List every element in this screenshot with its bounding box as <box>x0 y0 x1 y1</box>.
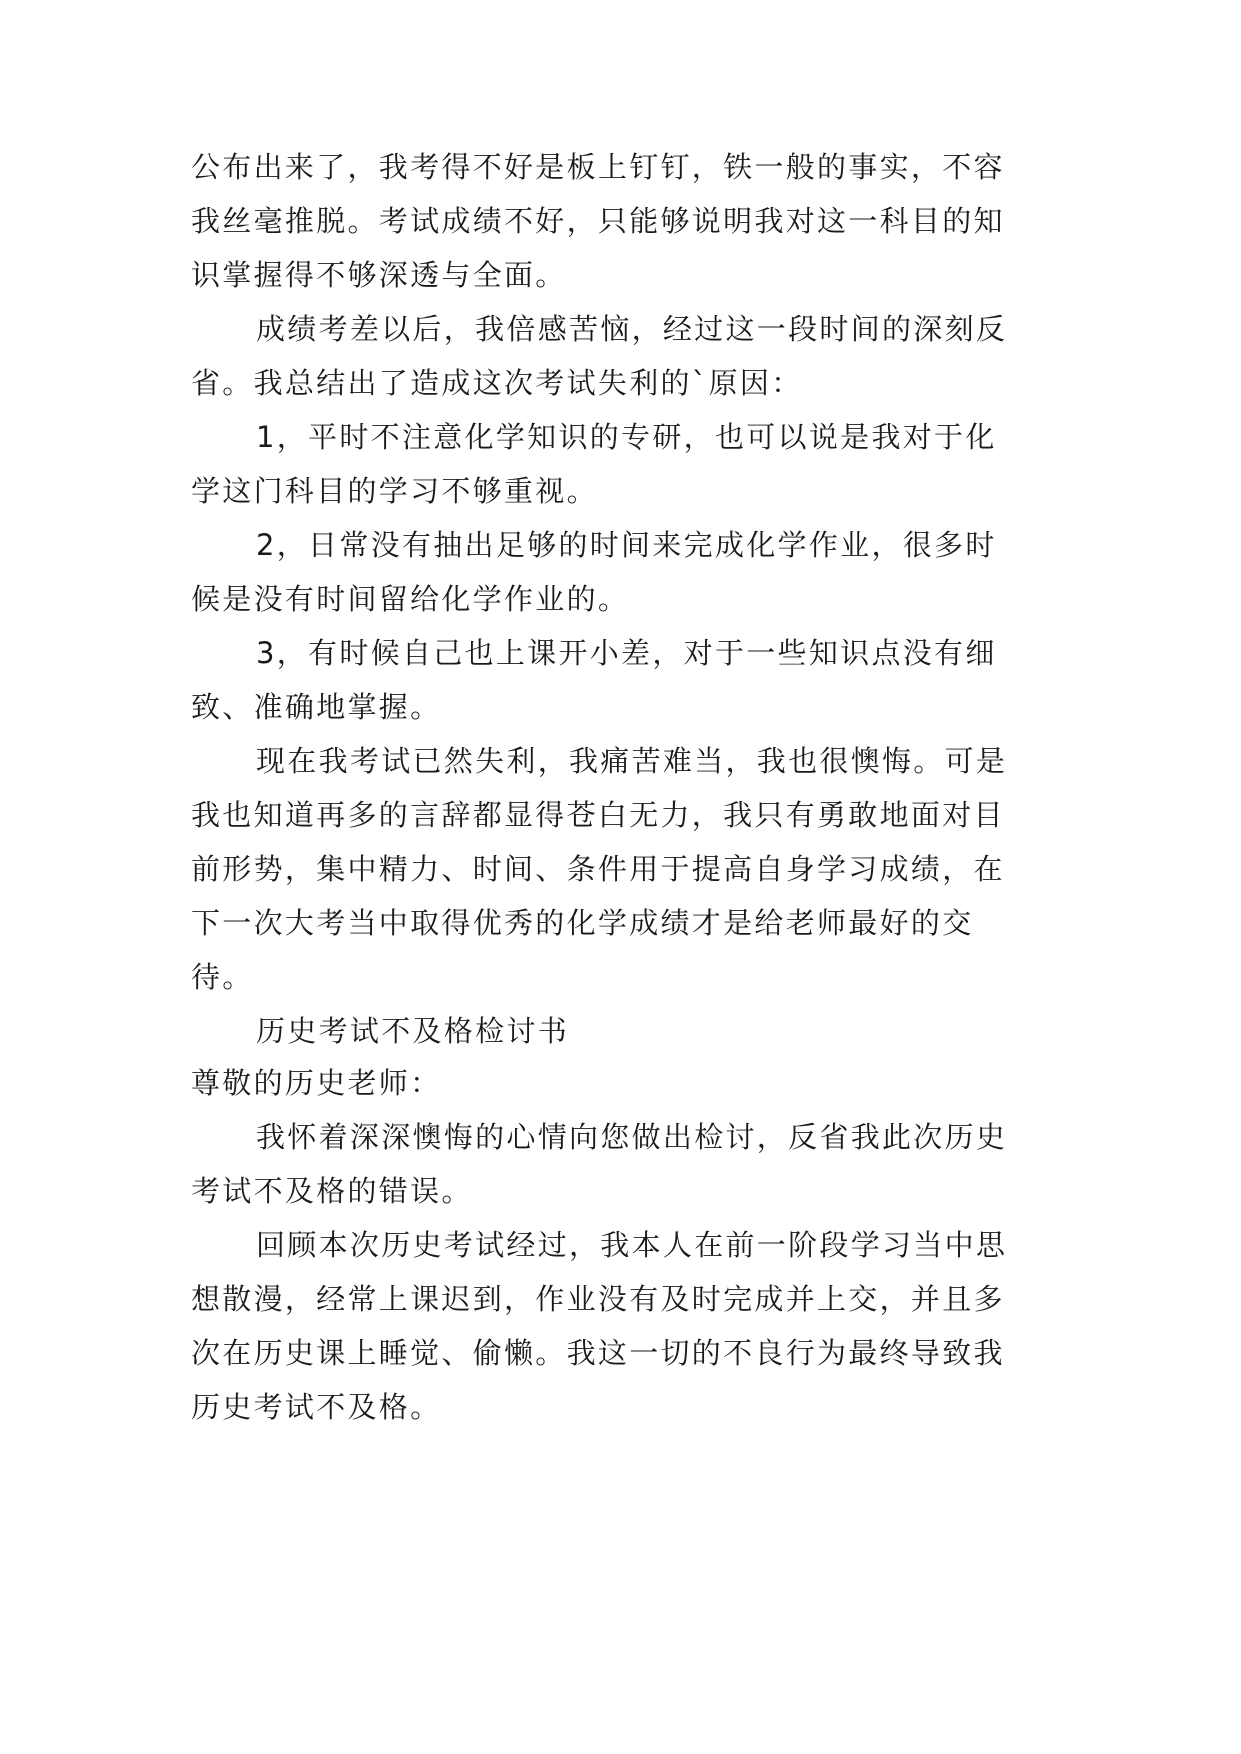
paragraph-start-line: 我怀着深深懊悔的心情向您做出检讨，反省我此次历史 <box>256 1120 1008 1154</box>
text-line: 候是没有时间留给化学作业的。 <box>191 582 630 616</box>
text-line: 学这门科目的学习不够重视。 <box>191 474 598 508</box>
text-line: 下一次大考当中取得优秀的化学成绩才是给老师最好的交 <box>191 906 974 940</box>
list-item-2-line: 2，日常没有抽出足够的时间来完成化学作业，很多时 <box>256 528 997 562</box>
text-line: 前形势，集中精力、时间、条件用于提高自身学习成绩，在 <box>191 852 1005 886</box>
list-item-3-line: 3，有时候自己也上课开小差，对于一些知识点没有细 <box>256 636 997 670</box>
list-item-1-line: 1，平时不注意化学知识的专研，也可以说是我对于化 <box>256 420 997 454</box>
text-line: 致、准确地掌握。 <box>191 690 442 724</box>
text-line: 考试不及格的错误。 <box>191 1174 473 1208</box>
paragraph-start-line: 回顾本次历史考试经过，我本人在前一阶段学习当中思 <box>256 1228 1008 1262</box>
text-line: 公布出来了，我考得不好是板上钉钉，铁一般的事实，不容 <box>191 150 1005 184</box>
text-line: 省。我总结出了造成这次考试失利的`原因： <box>191 366 803 400</box>
text-line: 想散漫，经常上课迟到，作业没有及时完成并上交，并且多 <box>191 1282 1005 1316</box>
text-line: 我丝毫推脱。考试成绩不好，只能够说明我对这一科目的知 <box>191 204 1005 238</box>
section-title: 历史考试不及格检讨书 <box>256 1014 570 1048</box>
paragraph-start-line: 现在我考试已然失利，我痛苦难当，我也很懊悔。可是 <box>256 744 1008 778</box>
text-line: 识掌握得不够深透与全面。 <box>191 258 567 292</box>
text-line: 次在历史课上睡觉、偷懒。我这一切的不良行为最终导致我 <box>191 1336 1005 1370</box>
text-line: 我也知道再多的言辞都显得苍白无力，我只有勇敢地面对目 <box>191 798 1005 832</box>
text-line: 历史考试不及格。 <box>191 1390 442 1424</box>
text-line: 待。 <box>191 960 254 994</box>
paragraph-start-line: 成绩考差以后，我倍感苦恼，经过这一段时间的深刻反 <box>256 312 1008 346</box>
salutation: 尊敬的历史老师： <box>191 1066 442 1100</box>
